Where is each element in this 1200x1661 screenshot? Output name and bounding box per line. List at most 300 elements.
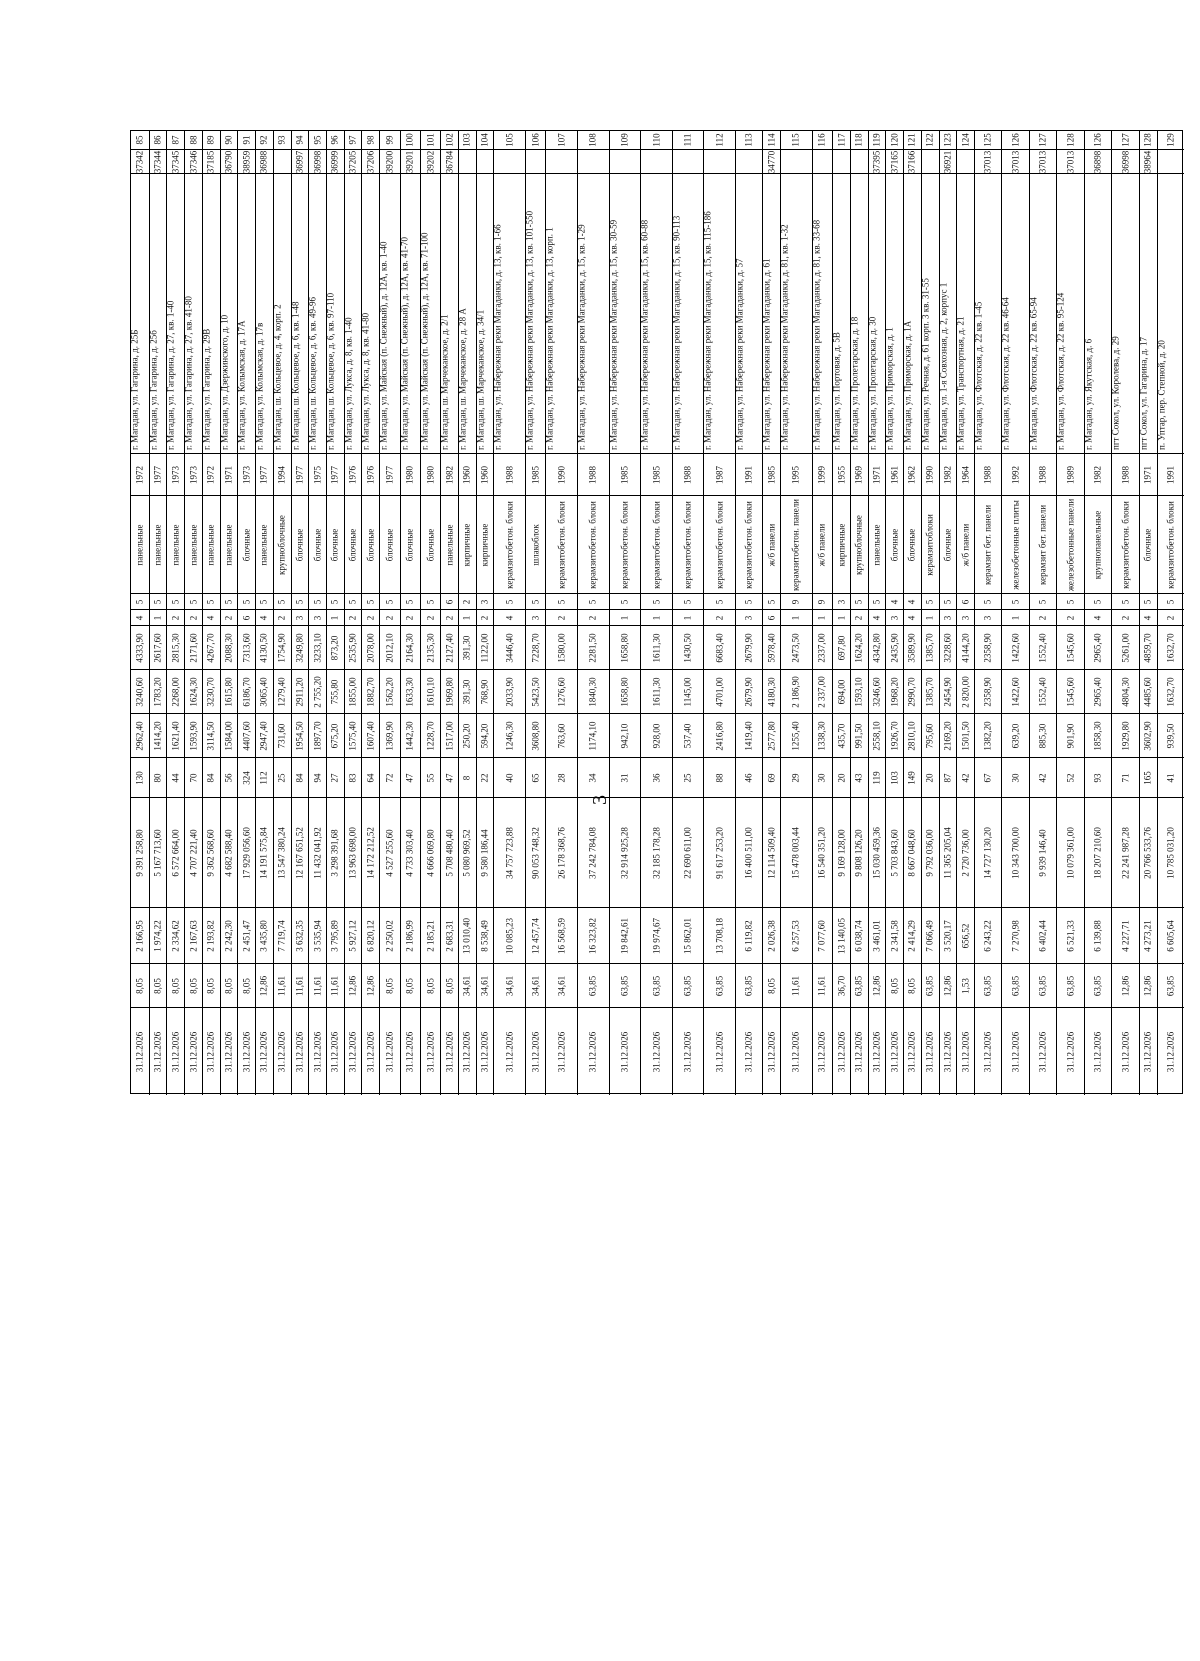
table-cell-living-area: 694,00 <box>833 669 850 713</box>
table-cell-total-area: 2281,50 <box>578 625 609 669</box>
table-cell-entrances: 2 <box>185 609 202 625</box>
table-cell-living-area: 6186,70 <box>238 669 255 713</box>
table-cell-floors: 5 <box>167 593 184 609</box>
table-cell-total-area: 3233,10 <box>309 625 326 669</box>
table-cell-floors: 9 <box>781 593 812 609</box>
table-cell-wall-material: ж/б панели <box>763 495 780 593</box>
table-cell-wall-material: керамзитобетон. блоки <box>578 495 609 593</box>
table-cell-area-2: 1338,30 <box>813 713 832 757</box>
table-cell-year-built: 1976 <box>362 453 379 495</box>
table-cell-wall-material: блочные <box>904 495 921 593</box>
table-cell-address: г. Магадан, ш. Марчеканское, д. 28 А <box>459 173 476 453</box>
table-cell-area-2: 1926,70 <box>886 713 903 757</box>
table-cell-object-code <box>494 149 525 173</box>
table-cell-object-code: 36898 <box>1085 149 1111 173</box>
table-row <box>1139 131 1157 1095</box>
table-cell-residents: 40 <box>494 757 525 797</box>
table-cell-address: г. Магадан, ул. Приморская, д. 1 <box>886 173 903 453</box>
table-cell-deadline: 31.12.2026 <box>150 1007 167 1095</box>
table-cell-year-built: 1980 <box>421 453 440 495</box>
table-cell-object-code: 37342 <box>131 149 149 173</box>
table-cell-entrances: 3 <box>975 609 1001 625</box>
table-cell-cost-per-m2: 6 038,74 <box>851 907 868 963</box>
table-cell-cost-total: 20 766 533,76 <box>1140 797 1157 907</box>
table-cell-living-area: 2679,90 <box>736 669 762 713</box>
table-cell-cost-per-m2: 2 451,47 <box>238 907 255 963</box>
table-row <box>237 131 255 1095</box>
table-cell-row-num: 117 <box>836 133 847 147</box>
table-cell-rate: 34,61 <box>459 963 476 1007</box>
table-cell-year-built: 1973 <box>185 453 202 495</box>
table-cell-total-area: 1658,80 <box>610 625 641 669</box>
table-cell-address: г. Магадан, ул. Майская (п. Снежный), д. 12А, кв. 1-40 <box>380 173 399 453</box>
table-cell-rate: 8,05 <box>904 963 921 1007</box>
table-cell-deadline: 31.12.2026 <box>167 1007 184 1095</box>
table-cell-wall-material: панельные <box>256 495 273 593</box>
table-cell-object-code: 34770 <box>763 149 780 173</box>
table-cell-rate: 63,85 <box>1158 963 1184 1007</box>
table-cell-object-code: 36998 <box>1112 149 1138 173</box>
table-cell-object-code: 37205 <box>345 149 362 173</box>
page-number: 3 <box>589 795 611 805</box>
table-cell-row-num: 86 <box>152 135 163 145</box>
table-cell-floors: 5 <box>345 593 362 609</box>
table-cell-floors: 5 <box>309 593 326 609</box>
table-cell-row-num: 93 <box>276 135 287 145</box>
table-cell-area-2: 2169,20 <box>940 713 957 757</box>
table-cell-entrances: 1 <box>833 609 850 625</box>
table-cell-year-built: 1972 <box>203 453 220 495</box>
table-cell-cost-per-m2: 4 273,21 <box>1140 907 1157 963</box>
table-cell-cost-per-m2: 19 842,61 <box>610 907 641 963</box>
table-cell-row-num: 99 <box>384 135 395 145</box>
table-cell-total-area: 3228,60 <box>940 625 957 669</box>
table-cell-cost-per-m2: 7 719,74 <box>274 907 291 963</box>
table-cell-year-built: 1977 <box>256 453 273 495</box>
table-cell-floors: 5 <box>131 593 149 609</box>
table-cell-total-area: 2088,30 <box>221 625 238 669</box>
table-cell-entrances: 2 <box>1112 609 1138 625</box>
table-cell-row-num: 103 <box>461 133 472 147</box>
table-cell-wall-material: керамзитобетон. блоки <box>546 495 577 593</box>
table-cell-cost-per-m2: 16 568,59 <box>546 907 577 963</box>
table-cell-entrances: 2 <box>362 609 379 625</box>
table-cell-living-area: 1279,40 <box>274 669 291 713</box>
table-cell-year-built: 1985 <box>641 453 672 495</box>
table-cell-area-2: 250,20 <box>459 713 476 757</box>
table-cell-cost-total: 4 682 588,40 <box>221 797 238 907</box>
table-cell-deadline: 31.12.2026 <box>763 1007 780 1095</box>
table-cell-total-area: 3446,40 <box>494 625 525 669</box>
table-cell-living-area: 2990,70 <box>904 669 921 713</box>
table-cell-area-2: 1255,40 <box>781 713 812 757</box>
table-row <box>1056 131 1083 1095</box>
table-cell-floors: 5 <box>274 593 291 609</box>
table-cell-cost-total: 12 167 651,52 <box>292 797 309 907</box>
table-cell-area-2: 537,40 <box>673 713 704 757</box>
table-cell-entrances: 3 <box>292 609 309 625</box>
table-cell-row-num: 115 <box>790 133 801 147</box>
table-cell-year-built: 1985 <box>763 453 780 495</box>
table-cell-total-area: 5978,40 <box>763 625 780 669</box>
table-cell-area-2: 1442,30 <box>401 713 420 757</box>
table-cell-rate: 63,85 <box>736 963 762 1007</box>
table-cell-entrances: 1 <box>150 609 167 625</box>
table-cell-year-built: 1987 <box>704 453 735 495</box>
table-cell-cost-total: 4 707 221,40 <box>185 797 202 907</box>
table-cell-floors: 5 <box>922 593 939 609</box>
table-cell-area-2: 1593,90 <box>185 713 202 757</box>
table-cell-rate: 8,05 <box>131 963 149 1007</box>
table-cell-living-area: 1545,60 <box>1057 669 1083 713</box>
table-cell-row-num: 127 <box>1120 133 1131 147</box>
table-cell-rate: 63,85 <box>1085 963 1111 1007</box>
table-cell-living-area: 755,80 <box>327 669 344 713</box>
table-cell-residents: 20 <box>833 757 850 797</box>
table-cell-wall-material: керамзитобетон. блоки <box>494 495 525 593</box>
table-cell-area-2: 885,30 <box>1030 713 1056 757</box>
table-cell-residents: 80 <box>150 757 167 797</box>
table-cell-residents: 149 <box>904 757 921 797</box>
table-cell-cost-per-m2: 10 085,23 <box>494 907 525 963</box>
table-cell-row-num: 107 <box>556 133 567 147</box>
table-cell-wall-material: блочные <box>401 495 420 593</box>
table-cell-cost-total: 5 703 843,60 <box>886 797 903 907</box>
table-cell-floors: 5 <box>256 593 273 609</box>
table-cell-total-area: 1632,70 <box>1158 625 1184 669</box>
table-cell-deadline: 31.12.2026 <box>526 1007 545 1095</box>
table-row <box>1084 131 1111 1095</box>
table-row <box>166 131 184 1095</box>
table-cell-entrances: 2 <box>1030 609 1056 625</box>
table-cell-cost-per-m2: 2 185,21 <box>421 907 440 963</box>
table-cell-object-code: 39200 <box>380 149 399 173</box>
table-cell-entrances: 2 <box>546 609 577 625</box>
table-cell-rate: 12,86 <box>869 963 886 1007</box>
table-cell-residents: 30 <box>1002 757 1028 797</box>
table-cell-address: г. Магадан, ул. Лукса, д. 8, кв. 1-40 <box>345 173 362 453</box>
table-cell-cost-total: 34 757 723,88 <box>494 797 525 907</box>
table-cell-year-built: 1988 <box>494 453 525 495</box>
table-cell-object-code: 37346 <box>185 149 202 173</box>
table-cell-wall-material: блочные <box>421 495 440 593</box>
table-cell-living-area: 1840,30 <box>578 669 609 713</box>
table-cell-cost-per-m2: 2 186,99 <box>401 907 420 963</box>
table-cell-cost-per-m2: 6 605,64 <box>1158 907 1184 963</box>
table-cell-row-num: 109 <box>619 133 630 147</box>
table-cell-rate: 63,85 <box>641 963 672 1007</box>
table-cell-total-area: 4333,90 <box>131 625 149 669</box>
table-cell-address: г. Магадан, ул. Колымская, д. 17А <box>238 173 255 453</box>
table-cell-object-code <box>922 149 939 173</box>
table-cell-object-code: 36784 <box>441 149 458 173</box>
table-cell-object-code <box>957 149 974 173</box>
table-cell-wall-material: блочные <box>380 495 399 593</box>
table-cell-deadline: 31.12.2026 <box>1030 1007 1056 1095</box>
table-cell-row-num: 94 <box>294 135 305 145</box>
table-cell-total-area: 1754,90 <box>274 625 291 669</box>
table-cell-total-area: 2337,00 <box>813 625 832 669</box>
table-cell-object-code <box>813 149 832 173</box>
table-cell-deadline: 31.12.2026 <box>421 1007 440 1095</box>
table-cell-cost-total: 5 080 969,52 <box>459 797 476 907</box>
table-cell-deadline: 31.12.2026 <box>477 1007 494 1095</box>
table-cell-cost-total: 14 727 130,20 <box>975 797 1001 907</box>
table-cell-area-2: 3602,90 <box>1140 713 1157 757</box>
table-cell-rate: 34,61 <box>494 963 525 1007</box>
data-table <box>130 130 1183 1094</box>
table-cell-year-built: 1961 <box>886 453 903 495</box>
table-cell-wall-material: блочные <box>292 495 309 593</box>
table-cell-residents: 70 <box>185 757 202 797</box>
table-cell-cost-per-m2: 6 243,22 <box>975 907 1001 963</box>
table-cell-residents: 8 <box>459 757 476 797</box>
table-cell-rate: 8,05 <box>380 963 399 1007</box>
table-cell-cost-total: 13 547 380,24 <box>274 797 291 907</box>
table-cell-object-code <box>736 149 762 173</box>
table-cell-total-area: 5261,00 <box>1112 625 1138 669</box>
table-cell-object-code: 37165 <box>886 149 903 173</box>
table-cell-floors: 5 <box>203 593 220 609</box>
table-row <box>703 131 735 1095</box>
table-cell-year-built: 1988 <box>1030 453 1056 495</box>
table-cell-deadline: 31.12.2026 <box>459 1007 476 1095</box>
table-cell-floors: 5 <box>327 593 344 609</box>
table-cell-floors: 5 <box>641 593 672 609</box>
table-cell-year-built: 1976 <box>345 453 362 495</box>
table-cell-address: г. Магадан, ул. Майская (п. Снежный), д. 12А, кв. 71-100 <box>421 173 440 453</box>
table-cell-residents: 119 <box>869 757 886 797</box>
table-cell-row-num: 113 <box>743 133 754 147</box>
table-cell-row-num: 100 <box>404 133 415 147</box>
table-cell-address: г. Магадан, ул. Набережная реки Магаданки, д. 15, кв. 60-88 <box>641 173 672 453</box>
table-cell-cost-total: 9 169 128,00 <box>833 797 850 907</box>
table-cell-object-code <box>578 149 609 173</box>
table-cell-object-code <box>851 149 868 173</box>
table-cell-living-area: 1783,20 <box>150 669 167 713</box>
table-cell-address: г. Магадан, ул. Флотская, д. 22 кв. 1-45 <box>975 173 1001 453</box>
table-cell-deadline: 31.12.2026 <box>1112 1007 1138 1095</box>
table-cell-rate: 63,85 <box>1030 963 1056 1007</box>
table-cell-wall-material: керамзит бет. панели <box>1030 495 1056 593</box>
table-cell-living-area: 4180,30 <box>763 669 780 713</box>
table-cell-wall-material: блочные <box>345 495 362 593</box>
table-cell-floors: 5 <box>1085 593 1111 609</box>
table-cell-object-code: 37013 <box>1002 149 1028 173</box>
table-cell-address: г. Магадан, ш. Марчеканское, д. 34/1 <box>477 173 494 453</box>
table-cell-area-2: 991,50 <box>851 713 868 757</box>
table-cell-total-area: 873,20 <box>327 625 344 669</box>
table-cell-deadline: 31.12.2026 <box>922 1007 939 1095</box>
table-cell-total-area: 1122,00 <box>477 625 494 669</box>
table-cell-cost-total: 11 365 205,04 <box>940 797 957 907</box>
table-cell-deadline: 31.12.2026 <box>362 1007 379 1095</box>
table-row <box>939 131 957 1095</box>
table-cell-year-built: 1969 <box>851 453 868 495</box>
table-cell-entrances: 2 <box>421 609 440 625</box>
table-cell-wall-material: керамзитобетон. блоки <box>704 495 735 593</box>
table-cell-residents: 83 <box>345 757 362 797</box>
table-cell-area-2: 435,70 <box>833 713 850 757</box>
table-cell-row-num: 108 <box>587 133 598 147</box>
table-cell-object-code <box>610 149 641 173</box>
table-cell-year-built: 1991 <box>736 453 762 495</box>
table-cell-total-area: 4267,70 <box>203 625 220 669</box>
table-cell-entrances: 2 <box>477 609 494 625</box>
table-cell-object-code: 39202 <box>421 149 440 173</box>
table-cell-cost-per-m2: 6 820,12 <box>362 907 379 963</box>
table-cell-total-area: 2164,30 <box>401 625 420 669</box>
table-cell-row-num: 111 <box>682 133 693 147</box>
table-cell-rate: 12,86 <box>1140 963 1157 1007</box>
table-cell-deadline: 31.12.2026 <box>975 1007 1001 1095</box>
table-cell-deadline: 31.12.2026 <box>401 1007 420 1095</box>
table-cell-residents: 27 <box>327 757 344 797</box>
table-cell-row-num: 120 <box>889 133 900 147</box>
table-cell-cost-total: 15 478 003,44 <box>781 797 812 907</box>
table-cell-living-area: 1658,80 <box>610 669 641 713</box>
table-cell-deadline: 31.12.2026 <box>441 1007 458 1095</box>
table-cell-rate: 8,05 <box>185 963 202 1007</box>
table-cell-entrances: 4 <box>904 609 921 625</box>
table-cell-object-code: 36790 <box>221 149 238 173</box>
table-cell-address: г. Магадан, ул. Набережная реки Магаданки, д. 57 <box>736 173 762 453</box>
table-cell-deadline: 31.12.2026 <box>203 1007 220 1095</box>
table-cell-cost-per-m2: 5 927,12 <box>345 907 362 963</box>
table-cell-living-area: 1385,70 <box>922 669 939 713</box>
table-cell-entrances: 2 <box>221 609 238 625</box>
table-cell-address: г. Магадан, ул. Портовая, д. 5В <box>833 173 850 453</box>
table-cell-rate: 63,85 <box>1002 963 1028 1007</box>
table-cell-wall-material: крупнопанельные <box>1085 495 1111 593</box>
table-cell-row-num: 128 <box>1142 133 1153 147</box>
table-cell-wall-material: панельные <box>131 495 149 593</box>
table-cell-row-num: 110 <box>651 133 661 147</box>
table-cell-cost-total: 11 432 041,92 <box>309 797 326 907</box>
table-cell-residents: 165 <box>1140 757 1157 797</box>
table-cell-area-2: 1228,70 <box>421 713 440 757</box>
table-cell-deadline: 31.12.2026 <box>781 1007 812 1095</box>
table-cell-deadline: 31.12.2026 <box>380 1007 399 1095</box>
table-cell-total-area: 1552,40 <box>1030 625 1056 669</box>
table-cell-wall-material: панельные <box>185 495 202 593</box>
table-cell-deadline: 31.12.2026 <box>1158 1007 1184 1095</box>
table-cell-row-num: 112 <box>714 133 725 147</box>
table-row <box>812 131 832 1095</box>
table-cell-object-code: 39201 <box>401 149 420 173</box>
table-cell-deadline: 31.12.2026 <box>327 1007 344 1095</box>
table-row <box>255 131 273 1095</box>
table-cell-wall-material: керамзитобетон. блоки <box>673 495 704 593</box>
table-cell-address: г. Магадан, ш. Кольцевое, д. 6, кв. 1-48 <box>292 173 309 453</box>
table-cell-floors: 5 <box>546 593 577 609</box>
table-cell-address: г. Магадан, ул. Набережная реки Магаданки, д. 15, кв. 115-186 <box>704 173 735 453</box>
table-cell-cost-per-m2: 6 139,88 <box>1085 907 1111 963</box>
table-cell-total-area: 7313,60 <box>238 625 255 669</box>
table-cell-residents: 42 <box>957 757 974 797</box>
table-cell-total-area: 1580,00 <box>546 625 577 669</box>
table-cell-residents: 28 <box>546 757 577 797</box>
table-cell-residents: 52 <box>1057 757 1083 797</box>
table-cell-living-area: 5423,50 <box>526 669 545 713</box>
table-cell-area-2: 1621,40 <box>167 713 184 757</box>
table-cell-entrances: 1 <box>459 609 476 625</box>
table-cell-year-built: 1973 <box>238 453 255 495</box>
table-cell-object-code <box>546 149 577 173</box>
table-cell-entrances: 2 <box>167 609 184 625</box>
table-row <box>762 131 780 1095</box>
table-cell-year-built: 1971 <box>221 453 238 495</box>
table-cell-object-code <box>833 149 850 173</box>
table-cell-residents: 41 <box>1158 757 1184 797</box>
table-cell-living-area: 2 337,00 <box>813 669 832 713</box>
table-cell-rate: 1,53 <box>957 963 974 1007</box>
table-cell-total-area: 4144,20 <box>957 625 974 669</box>
table-cell-area-2: 731,60 <box>274 713 291 757</box>
table-cell-year-built: 1992 <box>1002 453 1028 495</box>
table-cell-row-num: 123 <box>942 133 953 147</box>
table-cell-residents: 88 <box>704 757 735 797</box>
table-cell-year-built: 1977 <box>150 453 167 495</box>
table-cell-total-area: 2965,40 <box>1085 625 1111 669</box>
table-cell-cost-total: 10 079 361,00 <box>1057 797 1083 907</box>
table-cell-cost-per-m2: 4 227,71 <box>1112 907 1138 963</box>
table-cell-row-num: 87 <box>170 135 181 145</box>
table-cell-rate: 11,61 <box>327 963 344 1007</box>
table-cell-living-area: 1633,30 <box>401 669 420 713</box>
table-cell-cost-per-m2: 3 461,01 <box>869 907 886 963</box>
table-cell-row-num: 92 <box>258 135 269 145</box>
table-cell-wall-material: керамзитобетон. блоки <box>641 495 672 593</box>
table-cell-residents: 64 <box>362 757 379 797</box>
table-cell-row-num: 125 <box>982 133 993 147</box>
table-cell-address: г. Магадан, ул. Набережная реки Магаданки, д. 13, кв. 101-550 <box>526 173 545 453</box>
table-cell-rate: 63,85 <box>975 963 1001 1007</box>
table-row <box>379 131 399 1095</box>
table-cell-total-area: 1611,30 <box>641 625 672 669</box>
table-cell-year-built: 1991 <box>1158 453 1184 495</box>
table-cell-cost-total: 15 030 459,36 <box>869 797 886 907</box>
table-cell-cost-total: 13 963 698,00 <box>345 797 362 907</box>
table-cell-rate: 12,86 <box>1112 963 1138 1007</box>
table-cell-cost-total: 22 690 611,00 <box>673 797 704 907</box>
table-cell-year-built: 1988 <box>975 453 1001 495</box>
table-cell-wall-material: кирпичные <box>459 495 476 593</box>
table-cell-total-area: 1545,60 <box>1057 625 1083 669</box>
table-cell-residents: 30 <box>813 757 832 797</box>
table-cell-total-area: 4342,80 <box>869 625 886 669</box>
table-cell-cost-per-m2: 3 535,94 <box>309 907 326 963</box>
table-cell-year-built: 1975 <box>309 453 326 495</box>
table-cell-entrances: 4 <box>494 609 525 625</box>
table-cell-residents: 47 <box>401 757 420 797</box>
table-cell-rate: 34,61 <box>477 963 494 1007</box>
table-cell-address: г. Магадан, ул. Транспортная, д. 21 <box>957 173 974 453</box>
table-cell-area-2: 2416,80 <box>704 713 735 757</box>
table-cell-residents: 44 <box>167 757 184 797</box>
table-cell-entrances: 1 <box>673 609 704 625</box>
table-cell-cost-total: 91 617 253,20 <box>704 797 735 907</box>
table-cell-object-code <box>1158 149 1184 173</box>
table-cell-rate: 63,85 <box>673 963 704 1007</box>
table-cell-object-code: 36921 <box>940 149 957 173</box>
table-cell-row-num: 122 <box>924 133 935 147</box>
table-cell-area-2: 1584,00 <box>221 713 238 757</box>
table-cell-area-2: 4407,60 <box>238 713 255 757</box>
table-cell-area-2: 1575,40 <box>345 713 362 757</box>
table-cell-object-code <box>477 149 494 173</box>
table-cell-living-area: 1552,40 <box>1030 669 1056 713</box>
